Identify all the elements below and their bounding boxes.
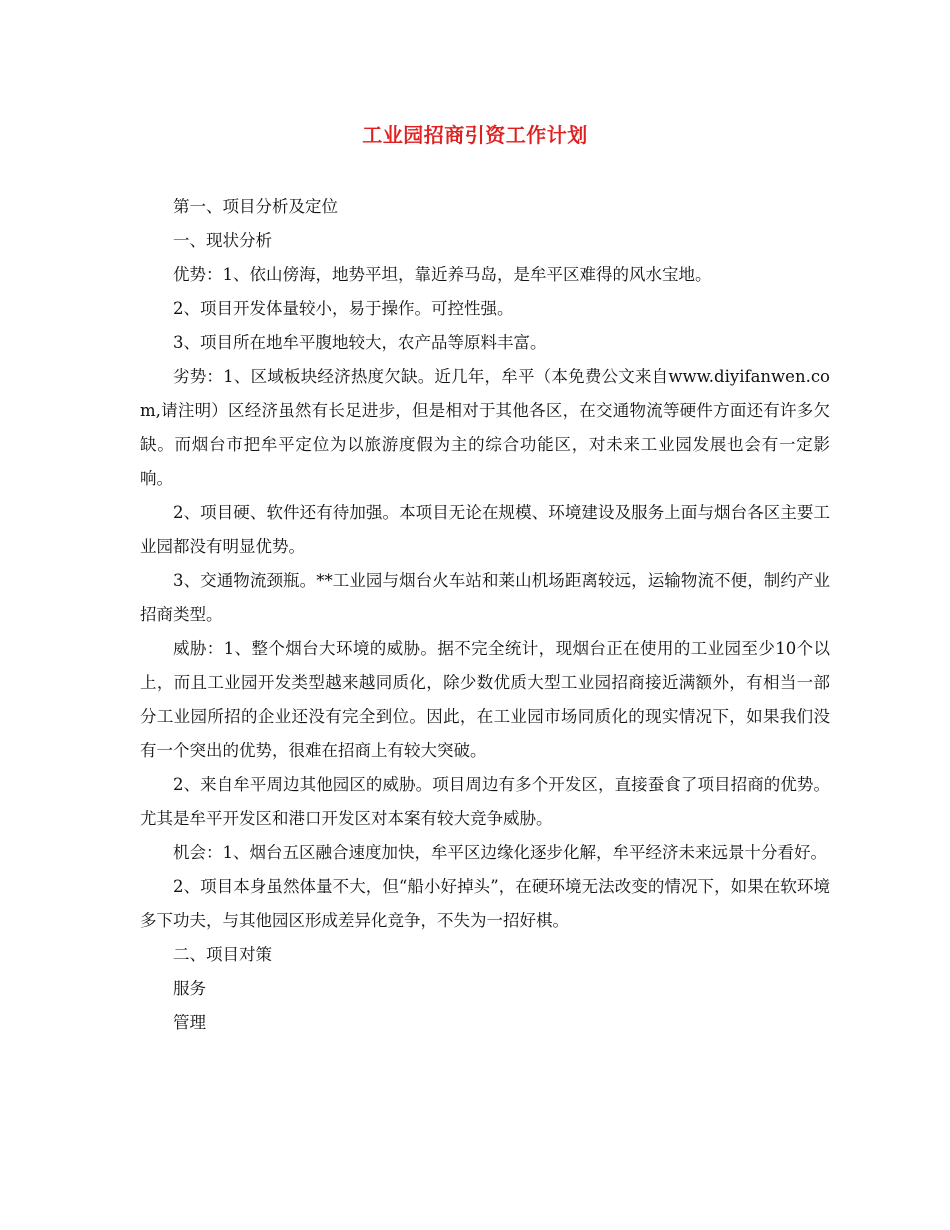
- paragraph-weakness-3: 3、交通物流颈瓶。**工业园与烟台火车站和莱山机场距离较远，运输物流不便，制约产业招商类型。: [140, 571, 830, 624]
- paragraph-section-1-heading: 第一、项目分析及定位: [173, 197, 338, 216]
- paragraph-threat-1: 威胁：1、整个烟台大环境的威胁。据不完全统计，现烟台正在使用的工业园至少10个以上，而且工业园开发类型越来越同质化，除少数优质大型工业园招商接近满额外，有相当一部分工业园所招的企业还没有完全到位。因此，在工业园市场同质化的现实情况下，如果我们没有一个突出的优势，很难在招商上有较大突破。: [140, 639, 830, 760]
- paragraph-strength-3: 3、项目所在地牟平腹地较大，农产品等原料丰富。: [173, 333, 547, 352]
- document-body: [140, 190, 830, 1040]
- paragraph-opportunity-1: 机会：1、烟台五区融合速度加快，牟平区边缘化逐步化解，牟平经济未来远景十分看好。: [173, 843, 827, 862]
- paragraph-management: 管理: [173, 1013, 206, 1032]
- paragraph-weakness-2: 2、项目硬、软件还有待加强。本项目无论在规模、环境建设及服务上面与烟台各区主要工业园都没有明显优势。: [140, 503, 830, 556]
- paragraph-opportunity-2: 2、项目本身虽然体量不大，但“船小好掉头”，在硬环境无法改变的情况下，如果在软环境多下功夫，与其他园区形成差异化竞争，不失为一招好棋。: [140, 877, 830, 930]
- paragraph-section-2-heading: 二、项目对策: [173, 945, 272, 964]
- paragraph-threat-2: 2、来自牟平周边其他园区的威胁。项目周边有多个开发区，直接蚕食了项目招商的优势。尤其是牟平开发区和港口开发区对本案有较大竞争威胁。: [140, 775, 830, 828]
- paragraph-strength-1: 优势：1、依山傍海，地势平坦，靠近养马岛，是牟平区难得的风水宝地。: [173, 265, 712, 284]
- paragraph-status-analysis-heading: 一、现状分析: [173, 231, 272, 250]
- paragraph-weakness-1: 劣势：1、区域板块经济热度欠缺。近几年，牟平（本免费公文来自www.diyifanwen.com,请注明）区经济虽然有长足进步，但是相对于其他各区，在交通物流等硬件方面还有许多欠缺。而烟台市把牟平定位为以旅游度假为主的综合功能区，对未来工业园发展也会有一定影响。: [140, 367, 830, 488]
- paragraph-service: 服务: [173, 979, 206, 998]
- document-title: 工业园招商引资工作计划: [362, 123, 588, 147]
- paragraph-strength-2: 2、项目开发体量较小，易于操作。可控性强。: [173, 299, 514, 318]
